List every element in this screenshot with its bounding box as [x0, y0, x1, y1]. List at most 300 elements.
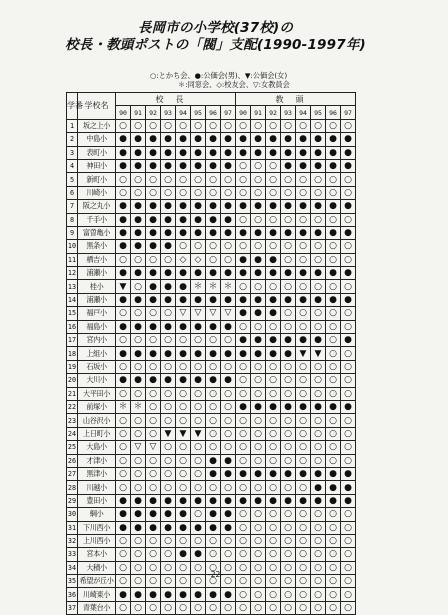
- principal-affiliation-cell: ●: [206, 454, 221, 467]
- principal-affiliation-cell: ●: [161, 280, 176, 293]
- vice-principal-affiliation-cell: ●: [281, 334, 296, 347]
- vice-principal-affiliation-cell: ▼: [296, 347, 311, 360]
- table-row: [67, 267, 356, 280]
- principal-affiliation-cell: ○: [131, 360, 146, 373]
- principal-affiliation-cell: ○: [176, 360, 191, 373]
- principal-affiliation-cell: ○: [116, 454, 131, 467]
- vice-principal-affiliation-cell: ○: [341, 561, 356, 574]
- vice-principal-affiliation-cell: ●: [251, 253, 266, 266]
- vice-principal-affiliation-cell: ○: [326, 307, 341, 320]
- school-name: 福戸小: [78, 307, 116, 320]
- principal-affiliation-cell: ●: [206, 226, 221, 239]
- vice-principal-affiliation-cell: ○: [251, 240, 266, 253]
- vice-principal-affiliation-cell: ○: [251, 548, 266, 561]
- principal-affiliation-cell: ●: [191, 146, 206, 159]
- principal-affiliation-cell: ◇: [176, 253, 191, 266]
- vice-principal-affiliation-cell: ●: [236, 226, 251, 239]
- principal-affiliation-cell: ○: [146, 427, 161, 440]
- principal-affiliation-cell: ○: [176, 240, 191, 253]
- principal-affiliation-cell: ○: [206, 601, 221, 614]
- principal-affiliation-cell: ○: [206, 427, 221, 440]
- principal-affiliation-cell: ○: [191, 334, 206, 347]
- row-number: 34: [67, 561, 78, 574]
- table-row: [67, 521, 356, 534]
- row-number: 35: [67, 575, 78, 588]
- principal-affiliation-cell: ○: [176, 173, 191, 186]
- principal-affiliation-cell: ○: [221, 561, 236, 574]
- principal-affiliation-cell: ○: [176, 561, 191, 574]
- vice-principal-affiliation-cell: ○: [236, 508, 251, 521]
- principal-affiliation-cell: ●: [116, 320, 131, 333]
- school-name: 浦瀬小: [78, 293, 116, 306]
- school-name: 豊田小: [78, 494, 116, 507]
- vice-principal-affiliation-cell: ○: [296, 441, 311, 454]
- principal-affiliation-cell: ○: [161, 414, 176, 427]
- school-name: 希望が丘小: [78, 575, 116, 588]
- vice-principal-affiliation-cell: ○: [296, 414, 311, 427]
- principal-affiliation-cell: ○: [221, 481, 236, 494]
- year-header-vice-5: 95: [311, 106, 326, 119]
- principal-affiliation-cell: ●: [176, 494, 191, 507]
- principal-affiliation-cell: ○: [131, 253, 146, 266]
- vice-principal-affiliation-cell: ●: [326, 146, 341, 159]
- vice-principal-affiliation-cell: ●: [236, 253, 251, 266]
- principal-affiliation-cell: ●: [161, 240, 176, 253]
- school-name: 川越小: [78, 481, 116, 494]
- principal-affiliation-cell: ●: [131, 240, 146, 253]
- vice-principal-affiliation-cell: ○: [281, 548, 296, 561]
- vice-principal-affiliation-cell: ○: [251, 320, 266, 333]
- principal-affiliation-cell: ○: [191, 173, 206, 186]
- principal-affiliation-cell: ●: [146, 146, 161, 159]
- vice-principal-affiliation-cell: ○: [296, 508, 311, 521]
- header-vice-principal-group: 教頭: [236, 93, 356, 106]
- table-row: [67, 133, 356, 146]
- principal-affiliation-cell: ○: [116, 307, 131, 320]
- vice-principal-affiliation-cell: ●: [251, 347, 266, 360]
- vice-principal-affiliation-cell: ●: [311, 400, 326, 413]
- row-number: 3: [67, 146, 78, 159]
- principal-affiliation-cell: ●: [131, 146, 146, 159]
- vice-principal-affiliation-cell: ○: [341, 575, 356, 588]
- principal-affiliation-cell: ○: [206, 240, 221, 253]
- vice-principal-affiliation-cell: ○: [251, 387, 266, 400]
- principal-affiliation-cell: ○: [176, 387, 191, 400]
- vice-principal-affiliation-cell: ●: [281, 200, 296, 213]
- school-name: 青葉台小: [78, 601, 116, 614]
- row-number: 5: [67, 173, 78, 186]
- principal-affiliation-cell: ●: [191, 588, 206, 601]
- vice-principal-affiliation-cell: ○: [311, 521, 326, 534]
- vice-principal-affiliation-cell: ○: [326, 548, 341, 561]
- vice-principal-affiliation-cell: ○: [266, 414, 281, 427]
- vice-principal-affiliation-cell: ○: [281, 307, 296, 320]
- table-row: [67, 467, 356, 480]
- principal-affiliation-cell: ○: [206, 575, 221, 588]
- principal-affiliation-cell: ▼: [176, 427, 191, 440]
- vice-principal-affiliation-cell: ○: [311, 387, 326, 400]
- principal-affiliation-cell: ○: [191, 186, 206, 199]
- principal-affiliation-cell: ○: [146, 173, 161, 186]
- principal-affiliation-cell: ▼: [161, 427, 176, 440]
- vice-principal-affiliation-cell: ○: [251, 186, 266, 199]
- year-header-principal-5: 95: [191, 106, 206, 119]
- vice-principal-affiliation-cell: ○: [326, 360, 341, 373]
- principal-affiliation-cell: ○: [131, 548, 146, 561]
- vice-principal-affiliation-cell: ○: [341, 213, 356, 226]
- principal-affiliation-cell: ○: [191, 601, 206, 614]
- principal-affiliation-cell: ○: [146, 601, 161, 614]
- vice-principal-affiliation-cell: ○: [341, 320, 356, 333]
- school-name: 浦瀬小: [78, 267, 116, 280]
- vice-principal-affiliation-cell: ○: [296, 575, 311, 588]
- vice-principal-affiliation-cell: ○: [326, 186, 341, 199]
- principal-affiliation-cell: ○: [116, 561, 131, 574]
- row-number: 8: [67, 213, 78, 226]
- vice-principal-affiliation-cell: ○: [251, 534, 266, 547]
- vice-principal-affiliation-cell: ○: [236, 186, 251, 199]
- table-row: [67, 173, 356, 186]
- principal-affiliation-cell: ○: [221, 240, 236, 253]
- principal-affiliation-cell: ○: [131, 454, 146, 467]
- vice-principal-affiliation-cell: ○: [311, 307, 326, 320]
- principal-affiliation-cell: ○: [161, 334, 176, 347]
- vice-principal-affiliation-cell: ○: [341, 280, 356, 293]
- school-name: 富曽亀小: [78, 226, 116, 239]
- principal-affiliation-cell: ●: [146, 494, 161, 507]
- vice-principal-affiliation-cell: ○: [326, 414, 341, 427]
- vice-principal-affiliation-cell: ●: [281, 293, 296, 306]
- vice-principal-affiliation-cell: ○: [266, 508, 281, 521]
- principal-affiliation-cell: ○: [161, 467, 176, 480]
- vice-principal-affiliation-cell: ○: [311, 441, 326, 454]
- principal-affiliation-cell: ○: [221, 441, 236, 454]
- principal-affiliation-cell: ●: [206, 320, 221, 333]
- principal-affiliation-cell: ●: [116, 347, 131, 360]
- principal-affiliation-cell: ○: [161, 173, 176, 186]
- vice-principal-affiliation-cell: ○: [326, 508, 341, 521]
- vice-principal-affiliation-cell: ○: [281, 253, 296, 266]
- year-header-principal-1: 91: [131, 106, 146, 119]
- table-row: [67, 441, 356, 454]
- vice-principal-affiliation-cell: ○: [236, 575, 251, 588]
- table-row: [67, 320, 356, 333]
- principal-affiliation-cell: ○: [146, 387, 161, 400]
- principal-affiliation-cell: ●: [116, 226, 131, 239]
- principal-affiliation-cell: ○: [161, 307, 176, 320]
- vice-principal-affiliation-cell: ●: [296, 146, 311, 159]
- vice-principal-affiliation-cell: ○: [326, 601, 341, 614]
- row-number: 10: [67, 240, 78, 253]
- principal-affiliation-cell: ●: [116, 588, 131, 601]
- vice-principal-affiliation-cell: ●: [266, 293, 281, 306]
- principal-affiliation-cell: ○: [116, 427, 131, 440]
- vice-principal-affiliation-cell: ●: [266, 146, 281, 159]
- vice-principal-affiliation-cell: ○: [326, 534, 341, 547]
- principal-affiliation-cell: ●: [116, 240, 131, 253]
- principal-affiliation-cell: ○: [131, 280, 146, 293]
- table-row: [67, 427, 356, 440]
- principal-affiliation-cell: ○: [206, 400, 221, 413]
- principal-affiliation-cell: ●: [176, 548, 191, 561]
- principal-affiliation-cell: ●: [161, 159, 176, 172]
- vice-principal-affiliation-cell: ●: [341, 293, 356, 306]
- principal-affiliation-cell: ◇: [191, 253, 206, 266]
- vice-principal-affiliation-cell: ●: [311, 133, 326, 146]
- table-row: [67, 347, 356, 360]
- principal-affiliation-cell: ●: [191, 267, 206, 280]
- principal-affiliation-cell: ○: [161, 360, 176, 373]
- school-name: 千手小: [78, 213, 116, 226]
- vice-principal-affiliation-cell: ●: [296, 293, 311, 306]
- vice-principal-affiliation-cell: ○: [296, 280, 311, 293]
- row-number: 13: [67, 280, 78, 293]
- row-number: 31: [67, 521, 78, 534]
- principal-affiliation-cell: ●: [206, 467, 221, 480]
- principal-affiliation-cell: ○: [131, 173, 146, 186]
- principal-affiliation-cell: ○: [116, 481, 131, 494]
- vice-principal-affiliation-cell: ○: [326, 334, 341, 347]
- principal-affiliation-cell: ●: [146, 320, 161, 333]
- vice-principal-affiliation-cell: ●: [341, 226, 356, 239]
- vice-principal-affiliation-cell: ●: [296, 494, 311, 507]
- principal-affiliation-cell: ●: [221, 320, 236, 333]
- principal-affiliation-cell: ●: [176, 213, 191, 226]
- vice-principal-affiliation-cell: ○: [266, 159, 281, 172]
- principal-affiliation-cell: ●: [146, 267, 161, 280]
- principal-affiliation-cell: ●: [131, 494, 146, 507]
- vice-principal-affiliation-cell: ●: [281, 146, 296, 159]
- principal-affiliation-cell: ●: [161, 267, 176, 280]
- vice-principal-affiliation-cell: ○: [266, 387, 281, 400]
- principal-affiliation-cell: ●: [176, 146, 191, 159]
- principal-affiliation-cell: ●: [221, 494, 236, 507]
- school-name: 川崎小: [78, 186, 116, 199]
- principal-affiliation-cell: ○: [116, 173, 131, 186]
- vice-principal-affiliation-cell: ○: [311, 280, 326, 293]
- vice-principal-affiliation-cell: ○: [281, 186, 296, 199]
- vice-principal-affiliation-cell: ○: [236, 601, 251, 614]
- principal-affiliation-cell: ○: [161, 575, 176, 588]
- vice-principal-affiliation-cell: ●: [266, 347, 281, 360]
- year-header-vice-2: 92: [266, 106, 281, 119]
- vice-principal-affiliation-cell: ○: [326, 173, 341, 186]
- table-row: [67, 588, 356, 601]
- vice-principal-affiliation-cell: ○: [296, 119, 311, 132]
- table-row: [67, 374, 356, 387]
- vice-principal-affiliation-cell: ○: [251, 588, 266, 601]
- vice-principal-affiliation-cell: ○: [311, 213, 326, 226]
- school-table: [66, 92, 356, 615]
- vice-principal-affiliation-cell: ○: [281, 521, 296, 534]
- vice-principal-affiliation-cell: ○: [251, 521, 266, 534]
- vice-principal-affiliation-cell: ●: [341, 467, 356, 480]
- vice-principal-affiliation-cell: ●: [236, 347, 251, 360]
- vice-principal-affiliation-cell: ●: [341, 400, 356, 413]
- vice-principal-affiliation-cell: ●: [326, 481, 341, 494]
- page-number: -22-: [208, 570, 223, 579]
- principal-affiliation-cell: ○: [146, 467, 161, 480]
- vice-principal-affiliation-cell: ●: [266, 133, 281, 146]
- vice-principal-affiliation-cell: ○: [281, 454, 296, 467]
- school-name: 新町小: [78, 173, 116, 186]
- vice-principal-affiliation-cell: ○: [281, 280, 296, 293]
- principal-affiliation-cell: ○: [116, 334, 131, 347]
- vice-principal-affiliation-cell: ○: [311, 534, 326, 547]
- vice-principal-affiliation-cell: ●: [341, 481, 356, 494]
- principal-affiliation-cell: ○: [116, 253, 131, 266]
- table-row: [67, 253, 356, 266]
- vice-principal-affiliation-cell: ○: [266, 173, 281, 186]
- principal-affiliation-cell: ●: [131, 347, 146, 360]
- principal-affiliation-cell: ○: [161, 601, 176, 614]
- vice-principal-affiliation-cell: ○: [326, 213, 341, 226]
- principal-affiliation-cell: ●: [131, 320, 146, 333]
- vice-principal-affiliation-cell: ○: [281, 534, 296, 547]
- vice-principal-affiliation-cell: ○: [296, 374, 311, 387]
- vice-principal-affiliation-cell: ○: [311, 508, 326, 521]
- vice-principal-affiliation-cell: ○: [281, 374, 296, 387]
- table-row: [67, 454, 356, 467]
- vice-principal-affiliation-cell: ●: [341, 334, 356, 347]
- principal-affiliation-cell: ○: [116, 601, 131, 614]
- year-header-vice-1: 91: [251, 106, 266, 119]
- vice-principal-affiliation-cell: ●: [266, 253, 281, 266]
- vice-principal-affiliation-cell: ○: [326, 374, 341, 387]
- principal-affiliation-cell: ○: [146, 561, 161, 574]
- vice-principal-affiliation-cell: ○: [251, 441, 266, 454]
- vice-principal-affiliation-cell: ●: [281, 226, 296, 239]
- vice-principal-affiliation-cell: ○: [266, 561, 281, 574]
- year-header-principal-2: 92: [146, 106, 161, 119]
- principal-affiliation-cell: ●: [191, 494, 206, 507]
- vice-principal-affiliation-cell: ●: [281, 400, 296, 413]
- principal-affiliation-cell: ○: [116, 186, 131, 199]
- principal-affiliation-cell: ▼: [116, 280, 131, 293]
- vice-principal-affiliation-cell: ○: [326, 454, 341, 467]
- principal-affiliation-cell: ●: [161, 374, 176, 387]
- vice-principal-affiliation-cell: ○: [341, 454, 356, 467]
- vice-principal-affiliation-cell: ○: [281, 320, 296, 333]
- principal-affiliation-cell: ○: [146, 253, 161, 266]
- school-name: 山谷沢小: [78, 414, 116, 427]
- principal-affiliation-cell: ▽: [221, 307, 236, 320]
- row-number: 30: [67, 508, 78, 521]
- principal-affiliation-cell: ●: [221, 226, 236, 239]
- row-number: 29: [67, 494, 78, 507]
- vice-principal-affiliation-cell: ○: [296, 601, 311, 614]
- row-number: 36: [67, 588, 78, 601]
- principal-affiliation-cell: ○: [221, 387, 236, 400]
- principal-affiliation-cell: ●: [116, 213, 131, 226]
- vice-principal-affiliation-cell: ○: [311, 454, 326, 467]
- vice-principal-affiliation-cell: ○: [236, 481, 251, 494]
- school-name: 栖吉小: [78, 253, 116, 266]
- principal-affiliation-cell: ○: [146, 481, 161, 494]
- vice-principal-affiliation-cell: ●: [311, 334, 326, 347]
- vice-principal-affiliation-cell: ○: [311, 374, 326, 387]
- principal-affiliation-cell: ○: [221, 334, 236, 347]
- row-number: 1: [67, 119, 78, 132]
- principal-affiliation-cell: ○: [116, 414, 131, 427]
- vice-principal-affiliation-cell: ○: [281, 414, 296, 427]
- vice-principal-affiliation-cell: ○: [251, 481, 266, 494]
- principal-affiliation-cell: ●: [131, 293, 146, 306]
- vice-principal-affiliation-cell: ○: [251, 280, 266, 293]
- principal-affiliation-cell: ○: [146, 414, 161, 427]
- school-name: 才津小: [78, 454, 116, 467]
- principal-affiliation-cell: ●: [191, 133, 206, 146]
- title-line-2: 校長・教頭ポストの「閥」支配(1990-1997年): [65, 37, 366, 53]
- vice-principal-affiliation-cell: ○: [326, 320, 341, 333]
- vice-principal-affiliation-cell: ○: [266, 360, 281, 373]
- school-name: 上川西小: [78, 534, 116, 547]
- principal-affiliation-cell: ●: [221, 146, 236, 159]
- principal-affiliation-cell: ○: [116, 387, 131, 400]
- school-name: 宮内小: [78, 334, 116, 347]
- principal-affiliation-cell: ○: [176, 467, 191, 480]
- vice-principal-affiliation-cell: ○: [236, 213, 251, 226]
- vice-principal-affiliation-cell: ▼: [311, 347, 326, 360]
- principal-affiliation-cell: ○: [161, 548, 176, 561]
- principal-affiliation-cell: ●: [206, 588, 221, 601]
- school-name: 神田小: [78, 159, 116, 172]
- vice-principal-affiliation-cell: ○: [266, 280, 281, 293]
- table-row: [67, 508, 356, 521]
- vice-principal-affiliation-cell: ○: [296, 307, 311, 320]
- row-number: 25: [67, 441, 78, 454]
- principal-affiliation-cell: ●: [146, 213, 161, 226]
- principal-affiliation-cell: ●: [206, 200, 221, 213]
- vice-principal-affiliation-cell: ○: [236, 427, 251, 440]
- vice-principal-affiliation-cell: ○: [266, 588, 281, 601]
- principal-affiliation-cell: ○: [191, 400, 206, 413]
- row-number: 18: [67, 347, 78, 360]
- vice-principal-affiliation-cell: ●: [251, 200, 266, 213]
- principal-affiliation-cell: ○: [131, 467, 146, 480]
- principal-affiliation-cell: ○: [206, 441, 221, 454]
- vice-principal-affiliation-cell: ●: [341, 494, 356, 507]
- year-header-principal-6: 96: [206, 106, 221, 119]
- vice-principal-affiliation-cell: ●: [296, 133, 311, 146]
- vice-principal-affiliation-cell: ●: [326, 400, 341, 413]
- vice-principal-affiliation-cell: ●: [266, 467, 281, 480]
- vice-principal-affiliation-cell: ○: [326, 119, 341, 132]
- principal-affiliation-cell: ○: [146, 360, 161, 373]
- vice-principal-affiliation-cell: ○: [296, 387, 311, 400]
- row-number: 20: [67, 374, 78, 387]
- vice-principal-affiliation-cell: ●: [326, 467, 341, 480]
- vice-principal-affiliation-cell: ●: [311, 494, 326, 507]
- vice-principal-affiliation-cell: ○: [341, 307, 356, 320]
- header-number: 学番: [67, 93, 78, 120]
- principal-affiliation-cell: ●: [116, 267, 131, 280]
- vice-principal-affiliation-cell: ○: [281, 508, 296, 521]
- principal-affiliation-cell: ●: [221, 508, 236, 521]
- principal-affiliation-cell: ○: [146, 119, 161, 132]
- principal-affiliation-cell: ▽: [131, 441, 146, 454]
- vice-principal-affiliation-cell: ●: [296, 334, 311, 347]
- principal-affiliation-cell: ○: [146, 307, 161, 320]
- vice-principal-affiliation-cell: ○: [236, 360, 251, 373]
- principal-affiliation-cell: ●: [206, 293, 221, 306]
- table-row: [67, 387, 356, 400]
- principal-affiliation-cell: ●: [191, 213, 206, 226]
- vice-principal-affiliation-cell: ○: [326, 575, 341, 588]
- vice-principal-affiliation-cell: ○: [296, 213, 311, 226]
- vice-principal-affiliation-cell: ●: [266, 226, 281, 239]
- principal-affiliation-cell: ●: [221, 347, 236, 360]
